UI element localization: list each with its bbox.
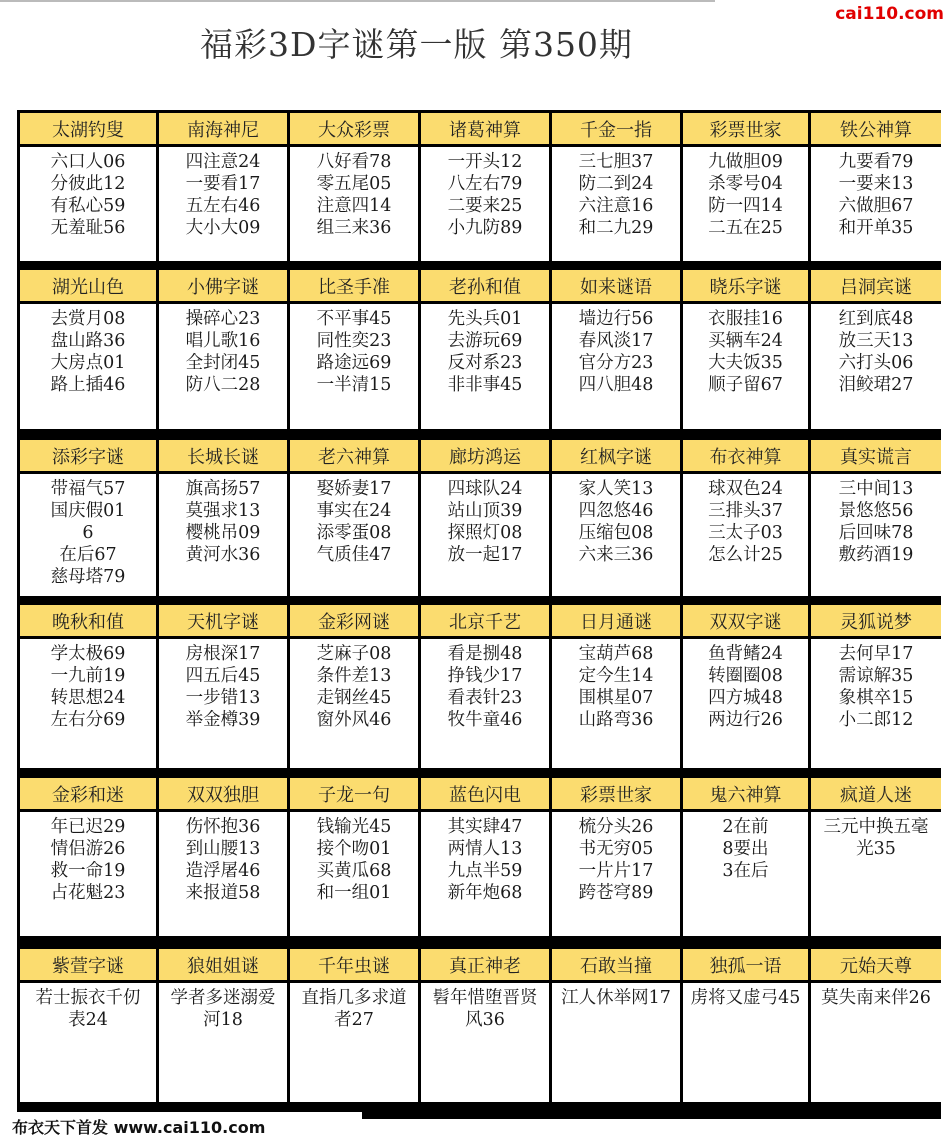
puzzle-clue-box xyxy=(290,983,418,1102)
clue-line: 一要看17 xyxy=(185,174,261,194)
clue-line: 春风淡17 xyxy=(578,331,654,351)
clue-line: 四忽悠46 xyxy=(578,501,654,521)
puzzle-clue-box xyxy=(421,639,549,768)
clue-line: 一半清15 xyxy=(316,375,392,395)
puzzle-clue-box xyxy=(811,983,941,1102)
puzzle-clue-box xyxy=(159,147,287,261)
puzzle-clue-box xyxy=(290,812,418,936)
clue-line: 压缩包08 xyxy=(578,523,654,543)
clue-line: 带福气57 xyxy=(50,479,126,499)
puzzle-author-title: 长城长谜 xyxy=(159,440,287,471)
clue-line: 伤怀抱36 xyxy=(185,817,261,837)
puzzle-author-title: 蓝色闪电 xyxy=(421,778,549,809)
clue-line: 盘山路36 xyxy=(50,331,126,351)
clue-line: 髫年惜堕晋贤 xyxy=(432,988,538,1008)
clue-line: 象棋卒15 xyxy=(838,688,914,708)
clue-line: 宝葫芦68 xyxy=(578,644,654,664)
clue-line: 小九防89 xyxy=(447,218,523,238)
clue-line: 两情人13 xyxy=(447,839,523,859)
puzzle-clue-box xyxy=(20,983,156,1102)
clue-line: 占花魁23 xyxy=(50,883,126,903)
clue-line: 唱儿歌16 xyxy=(185,331,261,351)
clue-line: 六来三36 xyxy=(578,545,654,565)
puzzle-clue-box xyxy=(811,474,941,596)
page-title: 福彩3D字谜第一版 第350期 xyxy=(200,25,633,64)
puzzle-author-title: 子龙一句 xyxy=(290,778,418,809)
puzzle-author-title: 彩票世家 xyxy=(552,778,680,809)
clue-line: 若士振衣千仞 xyxy=(35,988,141,1008)
site-watermark: cai110.com xyxy=(835,4,944,24)
puzzle-clue-box xyxy=(290,474,418,596)
clue-line: 先头兵01 xyxy=(447,309,523,329)
puzzle-author-title: 南海神尼 xyxy=(159,113,287,144)
puzzle-clue-box xyxy=(811,639,941,768)
clue-line: 河18 xyxy=(203,1010,243,1030)
clue-line: 买黄瓜68 xyxy=(316,861,392,881)
clue-line: 旗高扬57 xyxy=(185,479,261,499)
clue-line: 顺子留67 xyxy=(708,375,783,395)
clue-line: 大夫饭35 xyxy=(708,353,783,373)
clue-line: 九点半59 xyxy=(447,861,523,881)
clue-line: 分彼此12 xyxy=(50,174,126,194)
puzzle-author-title: 双双独胆 xyxy=(159,778,287,809)
clue-line: 四球队24 xyxy=(447,479,523,499)
puzzle-author-title: 狼姐姐谜 xyxy=(159,949,287,980)
clue-line: 红到底48 xyxy=(838,309,914,329)
clue-line: 不平事45 xyxy=(316,309,392,329)
clue-line: 衣服挂16 xyxy=(708,309,783,329)
clue-line: 和一组01 xyxy=(316,883,392,903)
puzzle-author-title: 湖光山色 xyxy=(20,270,156,301)
clue-line: 泪鲛珺27 xyxy=(838,375,914,395)
puzzle-author-title: 北京千艺 xyxy=(421,605,549,636)
clue-line: 走钢丝45 xyxy=(316,688,392,708)
clue-line: 造浮屠46 xyxy=(185,861,261,881)
clue-line: 八好看78 xyxy=(316,152,392,172)
clue-line: 放一起17 xyxy=(447,545,523,565)
clue-line: 三七胆37 xyxy=(578,152,654,172)
puzzle-clue-box xyxy=(20,812,156,936)
puzzle-clue-box xyxy=(552,147,680,261)
puzzle-author-title: 铁公神算 xyxy=(811,113,941,144)
puzzle-clue-box xyxy=(811,147,941,261)
clue-line: 敷药酒19 xyxy=(838,545,914,565)
clue-line: 三排头37 xyxy=(708,501,783,521)
clue-line: 去游玩69 xyxy=(447,331,523,351)
clue-line: 探照灯08 xyxy=(447,523,523,543)
clue-line: 去赏月08 xyxy=(50,309,126,329)
clue-line: 大房点01 xyxy=(50,353,126,373)
clue-line: 光35 xyxy=(856,839,896,859)
clue-line: 官分方23 xyxy=(578,353,654,373)
clue-line: 3在后 xyxy=(722,861,769,881)
puzzle-author-title: 如来谜语 xyxy=(552,270,680,301)
puzzle-author-title: 千金一指 xyxy=(552,113,680,144)
clue-line: 气质佳47 xyxy=(316,545,392,565)
clue-line: 6 xyxy=(82,523,94,543)
clue-line: 杀零号04 xyxy=(708,174,783,194)
puzzle-author-title: 诸葛神算 xyxy=(421,113,549,144)
clue-line: 买辆车24 xyxy=(708,331,783,351)
puzzle-author-title: 比圣手准 xyxy=(290,270,418,301)
clue-line: 路上插46 xyxy=(50,375,126,395)
clue-line: 防二到24 xyxy=(578,174,654,194)
puzzle-clue-box xyxy=(290,304,418,429)
puzzle-author-title: 晚秋和值 xyxy=(20,605,156,636)
clue-line: 鱼背鳍24 xyxy=(708,644,783,664)
puzzle-author-title: 晓乐字谜 xyxy=(683,270,808,301)
clue-line: 国庆假01 xyxy=(50,501,126,521)
puzzle-clue-box xyxy=(421,474,549,596)
clue-line: 在后67 xyxy=(59,545,117,565)
clue-line: 到山腰13 xyxy=(185,839,261,859)
clue-line: 事实在24 xyxy=(316,501,392,521)
clue-line: 需谅解35 xyxy=(838,666,914,686)
puzzle-author-title: 独孤一语 xyxy=(683,949,808,980)
puzzle-author-title: 大众彩票 xyxy=(290,113,418,144)
puzzle-author-title: 天机字谜 xyxy=(159,605,287,636)
clue-line: 一九前19 xyxy=(50,666,126,686)
clue-line: 无羞耻56 xyxy=(50,218,126,238)
puzzle-clue-box xyxy=(683,147,808,261)
clue-line: 后回味78 xyxy=(838,523,914,543)
puzzle-clue-box xyxy=(159,812,287,936)
clue-line: 九做胆09 xyxy=(708,152,783,172)
clue-line: 去何早17 xyxy=(838,644,914,664)
clue-line: 学者多迷溺爱 xyxy=(170,988,276,1008)
puzzle-clue-box xyxy=(20,147,156,261)
clue-line: 牧牛童46 xyxy=(447,710,523,730)
puzzle-clue-box xyxy=(421,304,549,429)
puzzle-clue-box xyxy=(290,147,418,261)
clue-line: 小二郎12 xyxy=(838,710,914,730)
clue-line: 风36 xyxy=(465,1010,505,1030)
puzzle-clue-box xyxy=(552,812,680,936)
clue-line: 六打头06 xyxy=(838,353,914,373)
puzzle-author-title: 元始天尊 xyxy=(811,949,941,980)
puzzle-clue-box xyxy=(20,304,156,429)
puzzle-author-title: 金彩和迷 xyxy=(20,778,156,809)
clue-line: 景悠悠56 xyxy=(838,501,914,521)
clue-line: 左右分69 xyxy=(50,710,126,730)
puzzle-clue-box xyxy=(20,474,156,596)
clue-line: 樱桃吊09 xyxy=(185,523,261,543)
clue-line: 路途远69 xyxy=(316,353,392,373)
clue-line: 梳分头26 xyxy=(578,817,654,837)
clue-line: 组三来36 xyxy=(316,218,392,238)
puzzle-author-title: 老孙和值 xyxy=(421,270,549,301)
clue-line: 新年炮68 xyxy=(447,883,523,903)
puzzle-clue-box xyxy=(421,812,549,936)
puzzle-clue-box xyxy=(159,639,287,768)
clue-line: 八左右79 xyxy=(447,174,523,194)
clue-line: 窗外风46 xyxy=(316,710,392,730)
puzzle-clue-box xyxy=(552,983,680,1102)
clue-line: 大小大09 xyxy=(185,218,261,238)
puzzle-clue-box xyxy=(552,304,680,429)
clue-line: 山路弯36 xyxy=(578,710,654,730)
clue-line: 和二九29 xyxy=(578,218,654,238)
puzzle-author-title: 疯道人迷 xyxy=(811,778,941,809)
clue-line: 家人笑13 xyxy=(578,479,654,499)
clue-line: 定今生14 xyxy=(578,666,654,686)
clue-line: 放三天13 xyxy=(838,331,914,351)
clue-line: 墙边行56 xyxy=(578,309,654,329)
clue-line: 四八胆48 xyxy=(578,375,654,395)
clue-line: 虏将又虚弓45 xyxy=(690,988,801,1008)
puzzle-clue-box xyxy=(421,147,549,261)
puzzle-author-title: 金彩网谜 xyxy=(290,605,418,636)
clue-line: 看表针23 xyxy=(447,688,523,708)
clue-line: 怎么计25 xyxy=(708,545,783,565)
clue-line: 四注意24 xyxy=(185,152,261,172)
clue-line: 防八二28 xyxy=(185,375,261,395)
clue-line: 黄河水36 xyxy=(185,545,261,565)
clue-line: 转思想24 xyxy=(50,688,126,708)
clue-line: 慈母塔79 xyxy=(50,567,126,587)
puzzle-author-title: 布衣神算 xyxy=(683,440,808,471)
clue-line: 非非事45 xyxy=(447,375,523,395)
puzzle-clue-box xyxy=(159,983,287,1102)
clue-line: 跨苍穹89 xyxy=(578,883,654,903)
clue-line: 有私心59 xyxy=(50,196,126,216)
clue-line: 六注意16 xyxy=(578,196,654,216)
puzzle-clue-box xyxy=(552,639,680,768)
puzzle-clue-box xyxy=(811,812,941,936)
clue-line: 球双色24 xyxy=(708,479,783,499)
puzzle-clue-box xyxy=(159,304,287,429)
clue-line: 2在前 xyxy=(722,817,769,837)
footer-site-label: 布衣天下首发 www.cai110.com xyxy=(12,1118,266,1137)
clue-line: 直指几多求道 xyxy=(301,988,407,1008)
clue-line: 房根深17 xyxy=(185,644,261,664)
puzzle-grid xyxy=(17,110,941,1119)
clue-line: 情侣游26 xyxy=(50,839,126,859)
clue-line: 挣钱少17 xyxy=(447,666,523,686)
clue-line: 来报道58 xyxy=(185,883,261,903)
clue-line: 莫失南来伴26 xyxy=(821,988,931,1008)
clue-line: 一步错13 xyxy=(185,688,261,708)
puzzle-author-title: 红枫字谜 xyxy=(552,440,680,471)
puzzle-author-title: 双双字谜 xyxy=(683,605,808,636)
clue-line: 者27 xyxy=(334,1010,374,1030)
clue-line: 年已迟29 xyxy=(50,817,126,837)
clue-line: 莫强求13 xyxy=(185,501,261,521)
clue-line: 表24 xyxy=(68,1010,108,1030)
clue-line: 添零蛋08 xyxy=(316,523,392,543)
clue-line: 二要来25 xyxy=(447,196,523,216)
puzzle-author-title: 廊坊鸿运 xyxy=(421,440,549,471)
clue-line: 娶娇妻17 xyxy=(316,479,392,499)
puzzle-author-title: 真实谎言 xyxy=(811,440,941,471)
clue-line: 一开头12 xyxy=(447,152,523,172)
puzzle-clue-box xyxy=(552,474,680,596)
clue-line: 站山顶39 xyxy=(447,501,523,521)
puzzle-clue-box xyxy=(683,474,808,596)
puzzle-author-title: 日月通谜 xyxy=(552,605,680,636)
clue-line: 芝麻子08 xyxy=(316,644,392,664)
clue-line: 六做胆67 xyxy=(838,196,914,216)
puzzle-author-title: 石敢当撞 xyxy=(552,949,680,980)
puzzle-clue-box xyxy=(683,639,808,768)
clue-line: 全封闭45 xyxy=(185,353,261,373)
puzzle-author-title: 鬼六神算 xyxy=(683,778,808,809)
clue-line: 钱输光45 xyxy=(316,817,392,837)
clue-line: 举金樽39 xyxy=(185,710,261,730)
puzzle-author-title: 真正神老 xyxy=(421,949,549,980)
puzzle-clue-box xyxy=(421,983,549,1102)
clue-line: 其实肆47 xyxy=(447,817,523,837)
clue-line: 九要看79 xyxy=(838,152,914,172)
clue-line: 学太极69 xyxy=(50,644,126,664)
clue-line: 江人休举网17 xyxy=(561,988,671,1008)
top-divider-line xyxy=(0,0,715,2)
puzzle-clue-box xyxy=(20,639,156,768)
clue-line: 8要出 xyxy=(722,839,769,859)
puzzle-author-title: 灵狐说梦 xyxy=(811,605,941,636)
puzzle-clue-box xyxy=(811,304,941,429)
puzzle-clue-box xyxy=(683,983,808,1102)
clue-line: 一要来13 xyxy=(838,174,914,194)
puzzle-clue-box xyxy=(683,304,808,429)
clue-line: 转圈圈08 xyxy=(708,666,783,686)
puzzle-author-title: 彩票世家 xyxy=(683,113,808,144)
puzzle-author-title: 添彩字谜 xyxy=(20,440,156,471)
clue-line: 操碎心23 xyxy=(185,309,261,329)
clue-line: 防一四14 xyxy=(708,196,783,216)
clue-line: 五左右46 xyxy=(185,196,261,216)
puzzle-clue-box xyxy=(290,639,418,768)
clue-line: 围棋星07 xyxy=(578,688,654,708)
clue-line: 三中间13 xyxy=(838,479,914,499)
clue-line: 六口人06 xyxy=(50,152,126,172)
clue-line: 二五在25 xyxy=(708,218,783,238)
puzzle-clue-box xyxy=(683,812,808,936)
clue-line: 三元中换五毫 xyxy=(823,817,929,837)
clue-line: 条件差13 xyxy=(316,666,392,686)
puzzle-clue-box xyxy=(159,474,287,596)
clue-line: 零五尾05 xyxy=(316,174,392,194)
clue-line: 同性奕23 xyxy=(316,331,392,351)
clue-line: 四五后45 xyxy=(185,666,261,686)
puzzle-author-title: 吕洞宾谜 xyxy=(811,270,941,301)
puzzle-author-title: 小佛字谜 xyxy=(159,270,287,301)
clue-line: 反对系23 xyxy=(447,353,523,373)
clue-line: 一片片17 xyxy=(578,861,654,881)
puzzle-author-title: 太湖钓叟 xyxy=(20,113,156,144)
clue-line: 救一命19 xyxy=(50,861,126,881)
clue-line: 看是捌48 xyxy=(447,644,523,664)
clue-line: 四方城48 xyxy=(708,688,783,708)
puzzle-author-title: 紫萱字谜 xyxy=(20,949,156,980)
clue-line: 三太子03 xyxy=(708,523,783,543)
clue-line: 书无穷05 xyxy=(578,839,654,859)
clue-line: 和开单35 xyxy=(838,218,914,238)
clue-line: 接个吻01 xyxy=(316,839,392,859)
puzzle-author-title: 老六神算 xyxy=(290,440,418,471)
puzzle-author-title: 千年虫谜 xyxy=(290,949,418,980)
clue-line: 两边行26 xyxy=(708,710,783,730)
clue-line: 注意四14 xyxy=(316,196,392,216)
